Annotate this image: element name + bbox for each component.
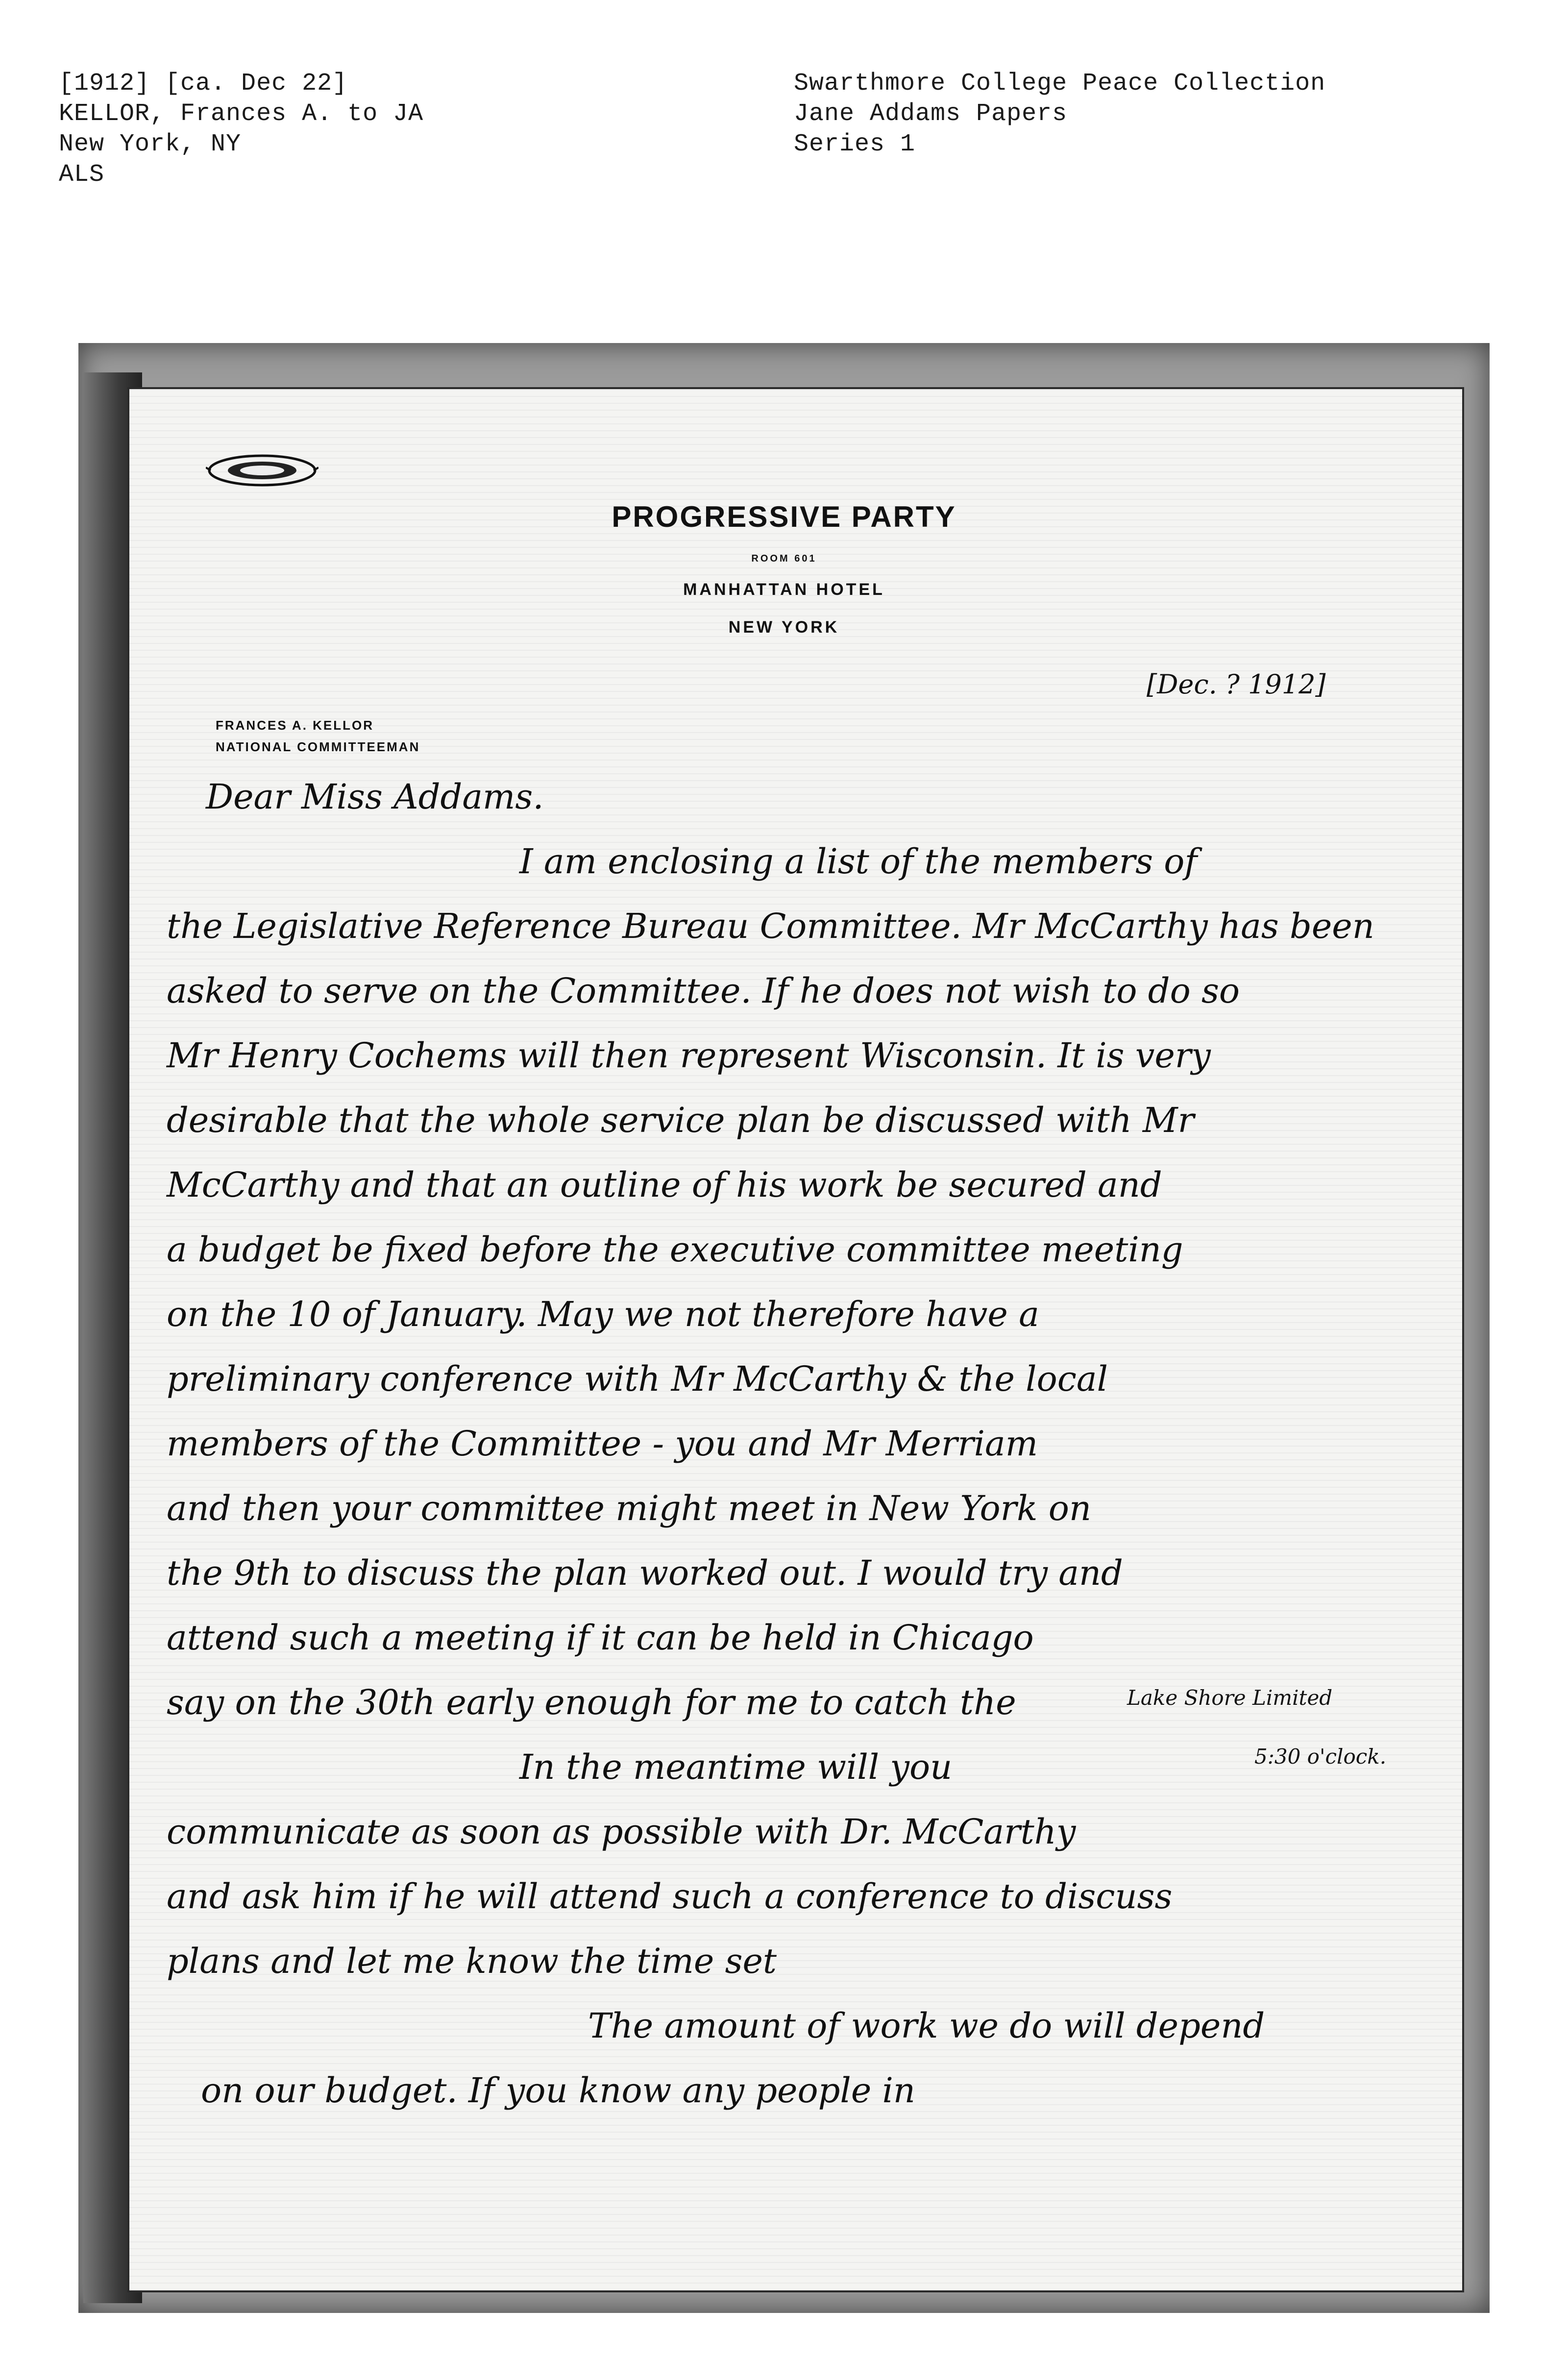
letter-line: desirable that the whole service plan be discussed with Mr [167, 1100, 1195, 1140]
collection-series: Series 1 [794, 130, 916, 158]
letter-line: I am enclosing a list of the members of [519, 841, 1198, 882]
letter-line: asked to serve on the Committee. If he does not wish to do so [167, 971, 1240, 1011]
letterhead [441, 500, 1127, 637]
catalog-place: New York, NY [59, 130, 242, 158]
salutation: Dear Miss Addams. [206, 777, 544, 817]
letterhead-title: PROGRESSIVE PARTY [612, 500, 956, 533]
party-seal-icon [206, 451, 318, 490]
collection-name: Swarthmore College Peace Collection [794, 70, 1326, 98]
letter-line: the Legislative Reference Bureau Committee. Mr McCarthy has been [167, 906, 1374, 946]
letter-line: The amount of work we do will depend [588, 2006, 1265, 2046]
letter-line: and ask him if he will attend such a conference to discuss [167, 1876, 1173, 1917]
date-annotation: [Dec. ? 1912] [1147, 669, 1326, 700]
letter-line: and then your committee might meet in New York on [167, 1488, 1092, 1528]
letter-line: plans and let me know the time set [167, 1941, 777, 1981]
letterhead-room: ROOM 601 [751, 553, 817, 564]
catalog-date: [1912] [ca. Dec 22] [59, 70, 348, 98]
archive-header [59, 69, 1509, 225]
letter-line: members of the Committee - you and Mr Merriam [167, 1424, 1038, 1464]
letterhead-city: NEW YORK [728, 618, 840, 637]
letter-line: on our budget. If you know any people in [201, 2070, 915, 2111]
letter-line: Mr Henry Cochems will then represent Wisconsin. It is very [167, 1035, 1211, 1076]
catalog-type: ALS [59, 161, 105, 189]
letter-line: McCarthy and that an outline of his work be secured and [167, 1165, 1162, 1205]
collection-papers: Jane Addams Papers [794, 100, 1068, 128]
letter-line: a budget be fixed before the executive committee meeting [167, 1229, 1183, 1270]
committee-role: NATIONAL COMMITTEEMAN [216, 739, 420, 754]
letter-line: the 9th to discuss the plan worked out. I would try and [167, 1553, 1123, 1593]
letter-line: In the meantime will you [519, 1747, 953, 1787]
letter-line: attend such a meeting if it can be held in Chicago [167, 1618, 1034, 1658]
letter-line: say on the 30th early enough for me to catch the [167, 1682, 1016, 1722]
letter-line: on the 10 of January. May we not therefore have a [167, 1294, 1039, 1334]
letter-line: preliminary conference with Mr McCarthy & the local [167, 1359, 1108, 1399]
interlinear-train: Lake Shore Limited [1127, 1686, 1333, 1710]
collection-info [794, 69, 1509, 160]
catalog-info [59, 69, 696, 190]
committee-name: FRANCES A. KELLOR [216, 718, 374, 733]
letter-line: communicate as soon as possible with Dr. McCarthy [167, 1812, 1076, 1852]
interlinear-time: 5:30 o'clock. [1254, 1745, 1387, 1769]
committee-block [216, 714, 559, 758]
letterhead-hotel: MANHATTAN HOTEL [683, 580, 885, 599]
catalog-correspondents: KELLOR, Frances A. to JA [59, 100, 424, 128]
letter-body [167, 764, 1441, 2123]
